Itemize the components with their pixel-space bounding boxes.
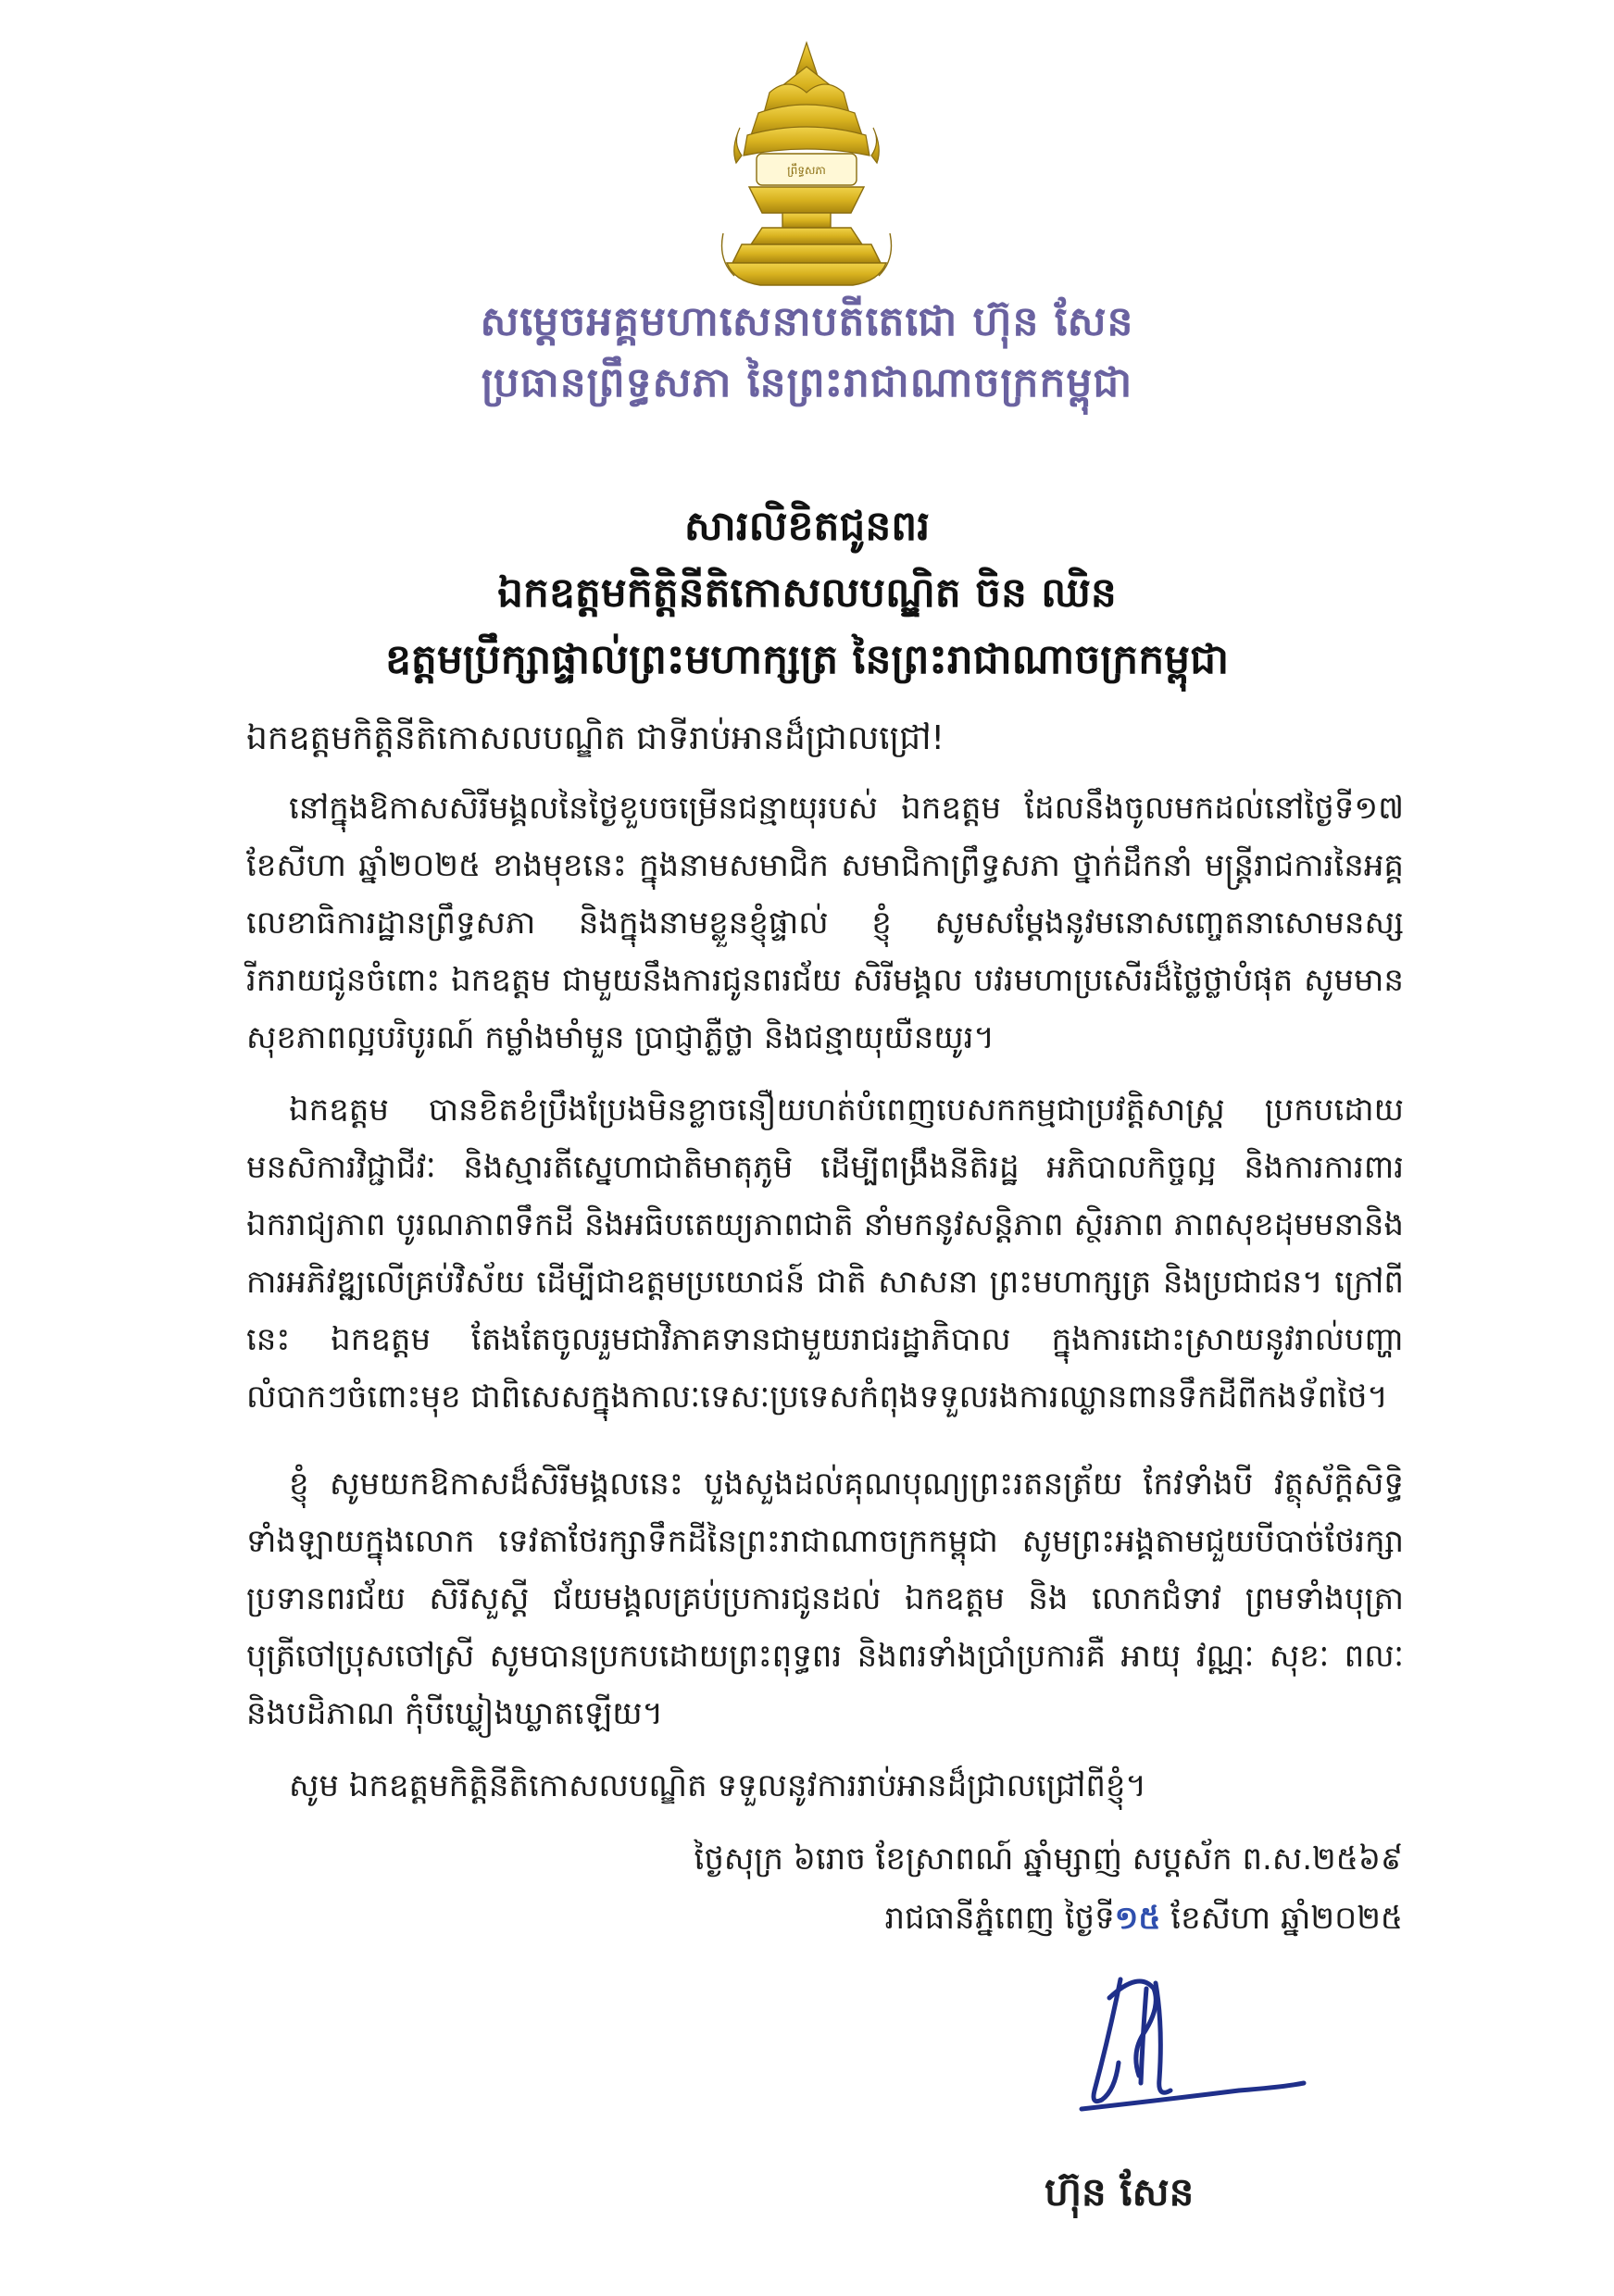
paragraph-1: នៅក្នុងឱកាសសិរីមង្គលនៃថ្ងៃខួបចម្រើនជន្មាយុរបស់ ឯកឧត្តម ដែលនឹងចូលមកដល់នៅថ្ងៃទី១៧ ខែសីហា ឆ្នាំ២០២៥ ខាងមុខនេះ ក្នុងនាមសមាជិក សមាជិកាព្រឹទ្ធសភា ថ្នាក់ដឹកនាំ មន្ត្រីរាជការនៃអគ្គលេខាធិការដ្ឋានព្រឹទ្ធសភា និងក្នុងនាមខ្លួនខ្ញុំផ្ទាល់ ខ្ញុំ សូមសម្តែងនូវមនោសញ្ចេតនាសោមនស្សរីករាយជូនចំពោះ ឯកឧត្តម ជាមួយនឹងការជូនពរជ័យ សិរីមង្គល បវរមហាប្រសើរដ៏ថ្លៃថ្លាបំផុត សូមមានសុខភាពល្អបរិបូរណ៍ កម្លាំងមាំមួន ប្រាជ្ញាភ្លឺថ្លា និងជន្មាយុយឺនយូរ។ xyxy=(246,790,1404,1056)
letter-title: សារលិខិតជូនពរ xyxy=(683,503,931,550)
sender-name: សម្តេចអគ្គមហាសេនាបតីតេជោ ហ៊ុន សែន xyxy=(480,298,1134,345)
paragraph-4: សូម ឯកឧត្តមកិត្តិនីតិកោសលបណ្ឌិត ទទួលនូវការរាប់អានដ៏ជ្រាលជ្រៅពីខ្ញុំ។ xyxy=(289,1767,1146,1804)
recipient-title: ឧត្តមប្រឹក្សាផ្ទាល់ព្រះមហាក្សត្រ នៃព្រះរាជាណាចក្រកម្ពុជា xyxy=(384,636,1229,683)
solar-date-prefix: រាជធានីភ្នំពេញ ថ្ងៃទី xyxy=(884,1900,1115,1937)
signer-name: ហ៊ុន សែន xyxy=(1045,2169,1195,2215)
solar-date-suffix: ខែសីហា ឆ្នាំ២០២៥ xyxy=(1170,1900,1403,1937)
senate-emblem xyxy=(714,39,899,291)
emblem-crown xyxy=(734,43,880,163)
handwritten-signature xyxy=(1054,1961,1313,2129)
paragraph-2: ឯកឧត្តម បានខិតខំប្រឹងប្រែងមិនខ្លាចនឿយហត់បំពេញបេសកកម្មជាប្រវត្តិសាស្ត្រ ប្រកបដោយមនសិការវិជ្ជាជីវៈ និងស្មារតីស្នេហាជាតិមាតុភូមិ ដើម្បីពង្រឹងនីតិរដ្ឋ អភិបាលកិច្ចល្អ និងការការពារឯករាជ្យភាព បូរណភាពទឹកដី និងអធិបតេយ្យភាពជាតិ នាំមកនូវសន្តិភាព ស្ថិរភាព ភាពសុខដុមមនានិងការអភិវឌ្ឍលើគ្រប់វិស័យ ដើម្បីជាឧត្តមប្រយោជន៍ ជាតិ សាសនា ព្រះមហាក្សត្រ និងប្រជាជន។ ក្រៅពីនេះ ឯកឧត្តម តែងតែចូលរួមជាវិភាគទានជាមួយរាជរដ្ឋាភិបាល ក្នុងការដោះស្រាយនូវរាល់បញ្ហាលំបាកៗចំពោះមុខ ជាពិសេសក្នុងកាលៈទេសៈប្រទេសកំពុងទទួលរងការឈ្លានពានទឹកដីពីកងទ័ពថៃ។ xyxy=(246,1092,1404,1416)
recipient-name: ឯកឧត្តមកិត្តិនីតិកោសលបណ្ឌិត ចិន ឈិន xyxy=(497,569,1117,617)
lunar-date: ថ្ងៃសុក្រ ៦រោច ខែស្រាពណ៍ ឆ្នាំម្សាញ់ សប្តស័ក ព.ស.២៥៦៩ xyxy=(694,1841,1403,1878)
solar-date xyxy=(884,1892,1403,1944)
salutation: ឯកឧត្តមកិត្តិនីតិកោសលបណ្ឌិត ជាទីរាប់អានដ៏ជ្រាលជ្រៅ! xyxy=(246,719,945,757)
paragraph-3: ខ្ញុំ សូមយកឱកាសដ៏សិរីមង្គលនេះ បួងសួងដល់គុណបុណ្យព្រះរតនត្រ័យ កែវទាំងបី វត្ថុស័ក្តិសិទ្ធិទាំងឡាយក្នុងលោក ទេវតាថែរក្សាទឹកដីនៃព្រះរាជាណាចក្រកម្ពុជា សូមព្រះអង្គតាមជួយបីបាច់ថែរក្សាប្រទានពរជ័យ សិរីសួស្តី ជ័យមង្គលគ្រប់ប្រការជូនដល់ ឯកឧត្តម និង លោកជំទាវ ព្រមទាំងបុត្រាបុត្រីចៅប្រុសចៅស្រី សូមបានប្រកបដោយព្រះពុទ្ធពរ និងពរទាំងប្រាំប្រការគឺ អាយុ វណ្ណៈ សុខៈ ពលៈ និងបដិភាណ កុំបីឃ្លៀងឃ្លាតឡើយ។ xyxy=(246,1466,1404,1732)
emblem-text: ព្រឹទ្ធសភា xyxy=(787,164,826,177)
solar-date-day: ១៥ xyxy=(1114,1900,1161,1937)
sender-title: ប្រធានព្រឹទ្ធសភា នៃព្រះរាជាណាចក្រកម្ពុជា xyxy=(481,359,1133,406)
